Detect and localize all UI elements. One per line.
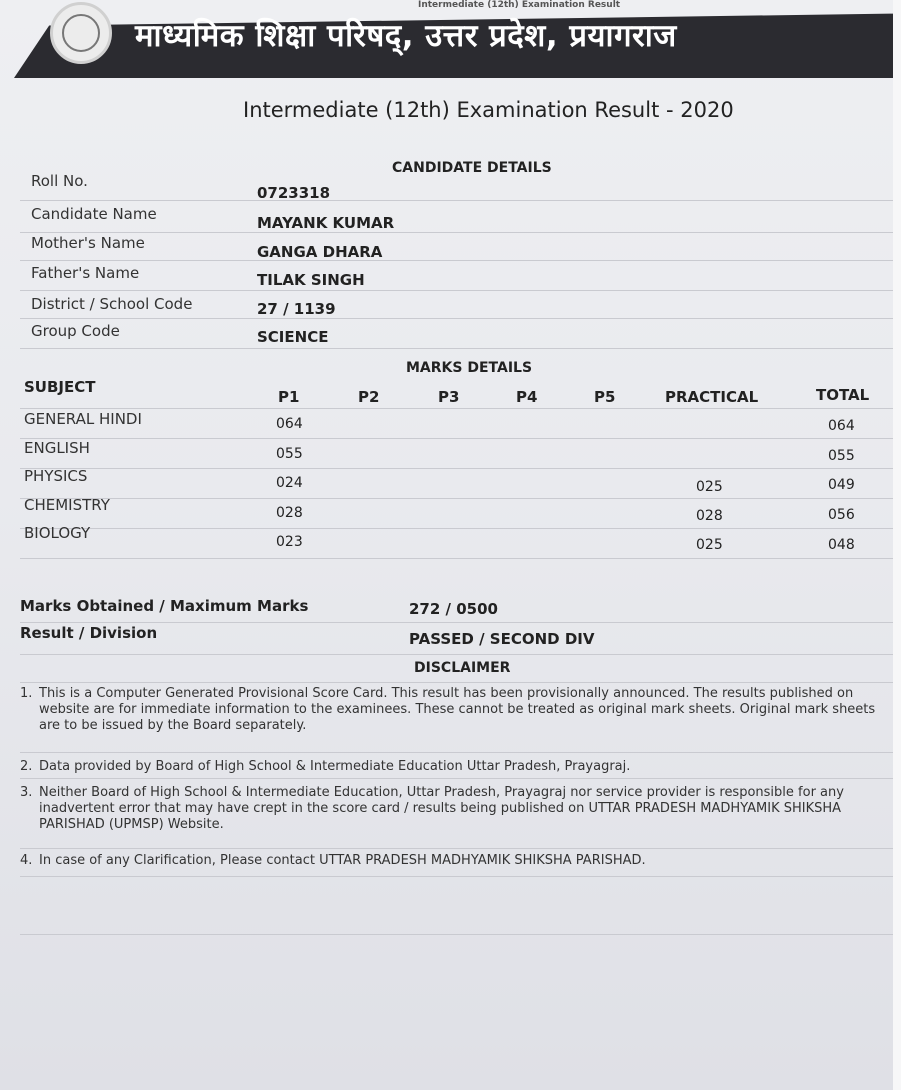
divider [20,260,893,261]
divider [20,654,893,655]
district-school-code-value: 27 / 1139 [257,300,336,318]
candidate-name-value: MAYANK KUMAR [257,214,395,232]
roll-no-value: 0723318 [257,184,331,202]
upmsp-logo-icon [50,2,112,64]
disclaimer-item-text: In case of any Clarification, Please contact UTTAR PRADESH MADHYAMIK SHIKSHA PARISHAD. [39,853,646,868]
disclaimer-heading: DISCLAIMER [414,660,511,676]
disclaimer-item-number: 3. [20,785,33,800]
exam-title: Intermediate (12th) Examination Result - 2020 [243,98,734,122]
divider [20,200,893,201]
marks-obtained-label: Marks Obtained / Maximum Marks [20,597,309,615]
divider [20,876,893,877]
board-hindi-title: माध्यमिक शिक्षा परिषद्, उत्तर प्रदेश, प्रयागराज [135,18,677,54]
candidate-name-label: Candidate Name [31,205,157,223]
divider [20,468,893,469]
father-name-label: Father's Name [31,264,140,282]
col-header-total: TOTAL [816,386,870,404]
table-row-p1: 064 [276,416,303,432]
col-header-p4: P4 [516,388,538,406]
col-header-subject: SUBJECT [24,378,96,396]
divider [20,318,893,319]
disclaimer-item-text: This is a Computer Generated Provisional Score Card. This result has been provisionally announced. The results published on website are for immediate information to the examinees. These cannot be treated as original mark sheets. Original mark sheets are to be issued by the Board separately. [39,686,876,733]
table-row-subject: PHYSICS [24,467,88,485]
candidate-details-heading: CANDIDATE DETAILS [392,160,552,176]
disclaimer-item [20,785,892,833]
divider [20,498,893,499]
divider [20,848,893,849]
table-row-subject: GENERAL HINDI [24,410,142,428]
table-row-p1: 024 [276,475,303,491]
divider [20,558,893,559]
divider [20,622,893,623]
marks-obtained-value: 272 / 0500 [409,600,498,618]
table-row-total: 049 [828,477,855,493]
mother-name-value: GANGA DHARA [257,243,383,261]
group-code-label: Group Code [31,322,120,340]
disclaimer-item-number: 2. [20,759,33,774]
table-row-total: 064 [828,418,855,434]
roll-no-label: Roll No. [31,172,88,190]
table-row-p1: 055 [276,446,303,462]
disclaimer-item-number: 4. [20,853,33,868]
col-header-p1: P1 [278,388,300,406]
disclaimer-item-number: 1. [20,686,33,701]
disclaimer-item [20,759,892,775]
paper-edge [893,0,901,1090]
father-name-value: TILAK SINGH [257,271,365,289]
table-row-subject: ENGLISH [24,439,90,457]
group-code-value: SCIENCE [257,328,329,346]
table-row-p1: 028 [276,505,303,521]
divider [20,232,893,233]
result-division-value: PASSED / SECOND DIV [409,630,595,648]
divider [20,408,893,409]
table-row-subject: BIOLOGY [24,524,91,542]
table-row-total: 048 [828,537,855,553]
top-caption: Intermediate (12th) Examination Result [418,0,621,10]
table-row-total: 055 [828,448,855,464]
divider [20,438,893,439]
divider [20,778,893,779]
col-header-p3: P3 [438,388,460,406]
district-school-code-label: District / School Code [31,295,193,313]
table-row-total: 056 [828,507,855,523]
col-header-practical: PRACTICAL [665,388,759,406]
disclaimer-item [20,853,892,869]
disclaimer-item [20,686,892,734]
col-header-p2: P2 [358,388,380,406]
marks-details-heading: MARKS DETAILS [406,360,533,376]
table-row-practical: 025 [696,537,723,553]
table-row-practical: 025 [696,479,723,495]
divider [20,752,893,753]
table-row-p1: 023 [276,534,303,550]
divider [20,348,893,349]
divider [20,290,893,291]
table-row-subject: CHEMISTRY [24,496,110,514]
table-row-practical: 028 [696,508,723,524]
divider [20,682,893,683]
divider [20,528,893,529]
disclaimer-item-text: Data provided by Board of High School & Intermediate Education Uttar Pradesh, Prayagraj. [39,759,631,774]
mother-name-label: Mother's Name [31,234,145,252]
divider [20,934,893,935]
col-header-p5: P5 [594,388,616,406]
result-division-label: Result / Division [20,624,158,642]
logo-emblem [62,14,100,52]
disclaimer-item-text: Neither Board of High School & Intermediate Education, Uttar Pradesh, Prayagraj nor service provider is responsible for any inadvertent error that may have crept in the score card / results being published on UTTAR PRADESH MADHYAMIK SHIKSHA PARISHAD (UPMSP) Website. [39,785,844,832]
